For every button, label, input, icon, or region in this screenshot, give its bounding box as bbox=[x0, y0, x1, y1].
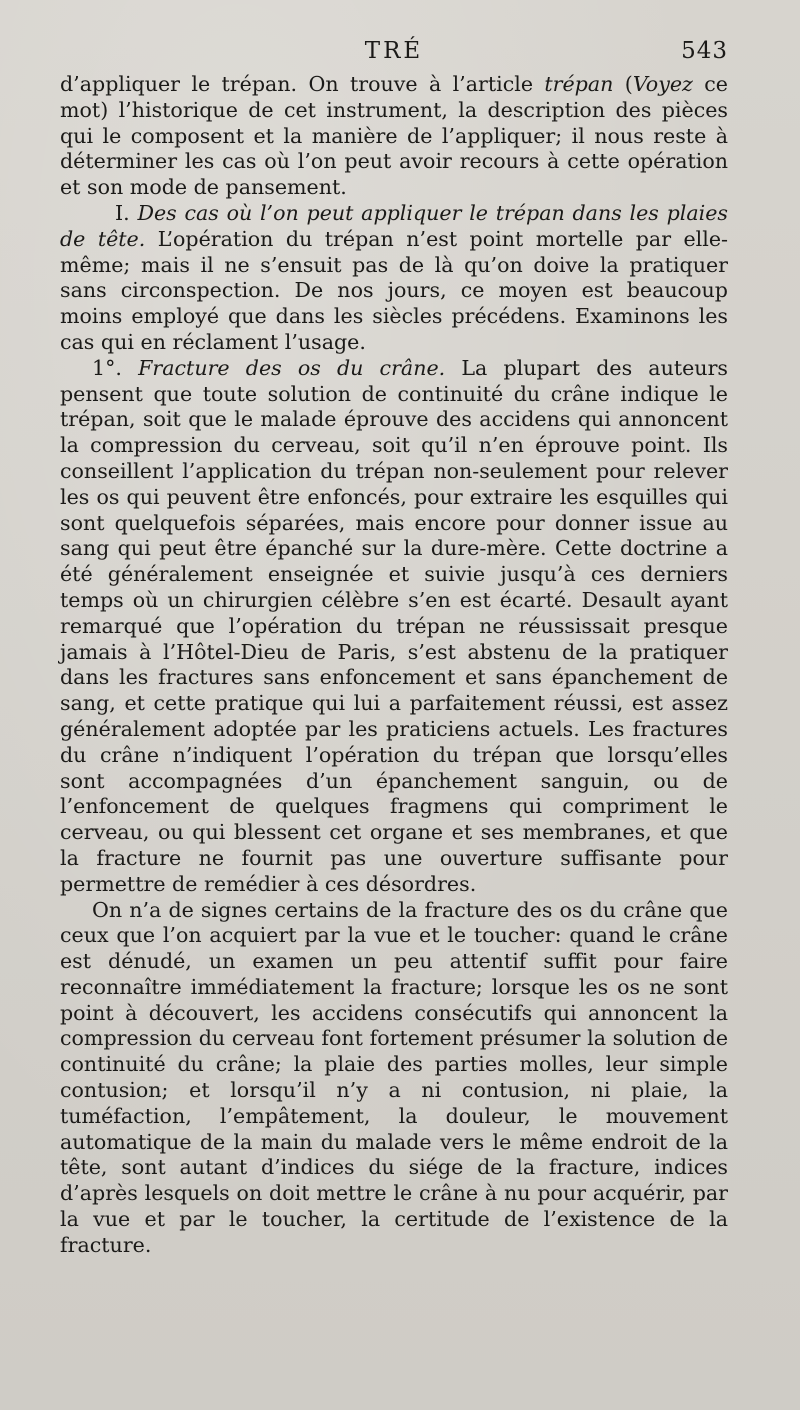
paragraph-1-text: ce mot) l’historique de cet instrument, la description des pièces qui le composent et la manière de l’appliquer; il nous reste à déterminer les cas où l’on peut avoir recours à cette opération et son mode de pansement. bbox=[60, 72, 728, 200]
subsection-number: 1°. bbox=[92, 355, 139, 380]
paragraph-2 bbox=[60, 201, 728, 356]
paragraph-4-text: On n’a de signes certains de la fracture des os du crâne que ceux que l’on acquiert par la vue et le toucher: quand le crâne est dénudé, un examen un peu attentif suffit pour faire reconnaître immédiatement la fracture; lorsque les os ne sont point à découvert, les accidens consécutifs qui annoncent la compression du cerveau font fortement présumer la solution de continuité du crâne; la plaie des parties molles, leur simple contusion; et lorsqu’il n’y a ni contusion, ni plaie, la tuméfaction, l’empâtement, la douleur, le mouvement automatique de la main du malade vers le même endroit de la tête, sont autant d’indices du siége de la fracture, indices d’après lesquels on doit mettre le crâne à nu pour acquérir, par la vue et par le toucher, la certitude de l’existence de la fracture. bbox=[60, 897, 728, 1257]
body-text bbox=[60, 72, 728, 1259]
section-number: I. bbox=[115, 200, 138, 225]
page-header bbox=[60, 38, 728, 72]
paragraph-3 bbox=[60, 356, 728, 898]
paragraph-3-text: La plupart des auteurs pensent que toute solution de continuité du crâne indique le trépan, soit que le malade éprouve des accidens qui annoncent la compression du cerveau, soit qu’il n’en éprouve point. Ils conseillent l’application du trépan non-seulement pour relever les os qui peuvent être enfoncés, pour extraire les esquilles qui sont quelquefois séparées, mais encore pour donner issue au sang qui peut être épanché sur la dure-mère. Cette doctrine a été généralement enseignée et suivie jusqu’à ces derniers temps où un chirurgien célèbre s’en est écarté. Desault ayant remarqué que l’opération du trépan ne réussissait presque jamais à l’Hôtel-Dieu de Paris, s’est abstenu de la pratiquer dans les fractures sans enfoncement et sans épanchement de sang, et cette pratique qui lui a parfaitement réussi, est assez généralement adoptée par les praticiens actuels. Les fractures du crâne n’indiquent l’opération du trépan que lorsqu’elles sont accompagnées d’un épanchement sanguin, ou de l’enfoncement de quelques fragmens qui compriment le cerveau, ou qui blessent cet organe et ses membranes, et que la fracture ne fournit pas une ouverture suffisante pour permettre de remédier à ces désordres. bbox=[60, 355, 728, 896]
section-heading: Des cas où l’on peut appliquer le trépan dans les plaies de tête. bbox=[60, 200, 728, 251]
paragraph-1-italic-voyez: Voyez bbox=[632, 72, 693, 96]
paragraph-1-text: ( bbox=[613, 72, 633, 96]
paragraph-1 bbox=[60, 72, 728, 201]
paragraph-1-text: d’appliquer le trépan. On trouve à l’article bbox=[60, 72, 545, 96]
page-number: 543 bbox=[681, 38, 728, 64]
running-head: TRÉ bbox=[364, 38, 424, 64]
paragraph-1-italic-trepan: trépan bbox=[544, 72, 614, 96]
subsection-heading: Fracture des os du crâne. bbox=[138, 355, 446, 380]
paragraph-4 bbox=[60, 898, 728, 1259]
paragraph-2-text: L’opération du trépan n’est point mortelle par elle-même; mais il ne s’ensuit pas de là qu’on doive la pratiquer sans circonspection. De nos jours, ce moyen est beaucoup moins employé que dans les siècles précédens. Examinons les cas qui en réclament l’usage. bbox=[60, 226, 729, 354]
